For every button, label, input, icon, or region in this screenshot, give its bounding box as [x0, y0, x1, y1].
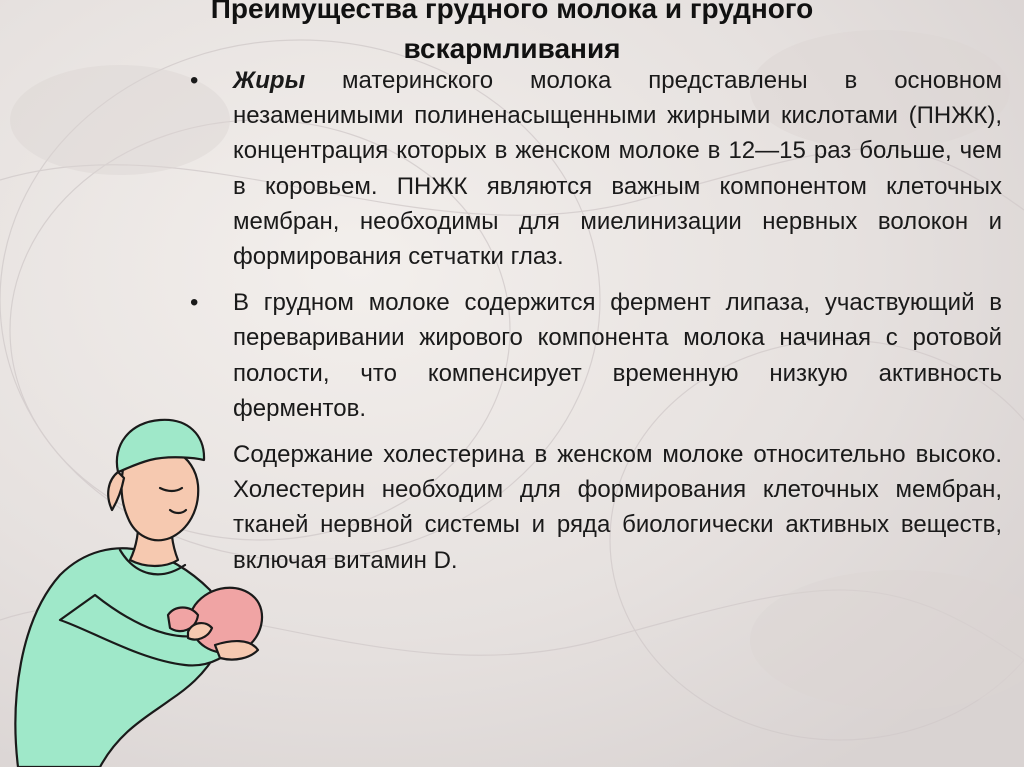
bullet-item-lipase: [190, 285, 1002, 426]
slide-title-line-1: Преимущества грудного молока и грудного: [210, 0, 814, 24]
bullet-item-cholesterol: [190, 437, 1002, 578]
bullet-list: [190, 63, 1002, 589]
bullet-emphasis: Жиры: [233, 67, 306, 94]
bullet-item-fats: [190, 63, 1002, 274]
bullet-icon: •: [190, 289, 199, 317]
bullet-icon: •: [190, 67, 199, 94]
bullet-text: В грудном молоке содержится фермент липаза, участвующий в переваривании жирового компонента молока начиная с ротовой полости, что компенсирует временную низкую активность ферментов.: [233, 289, 1002, 422]
slide-title: [100, 0, 924, 69]
nurse-holding-baby-illustration: [0, 400, 290, 767]
bullet-text: материнского молока представлены в основном незаменимыми полиненасыщенными жирными кислотами (ПНЖК), концентрация которых в женском молоке в 12—15 раз больше, чем в коровьем. ПНЖК являются важным компонентом клеточных мембран, необходимы для миелинизации нервных волокон и формирования сетчатки глаз.: [233, 67, 1002, 271]
bullet-text: Содержание холестерина в женском молоке относительно высоко. Холестерин необходим для формирования клеточных мембран, тканей нервной системы и ряда биологически активных веществ, включая витамин D.: [233, 441, 1002, 574]
nurse-hand: [215, 641, 258, 659]
slide-title-line-2: вскармливания: [403, 33, 621, 64]
